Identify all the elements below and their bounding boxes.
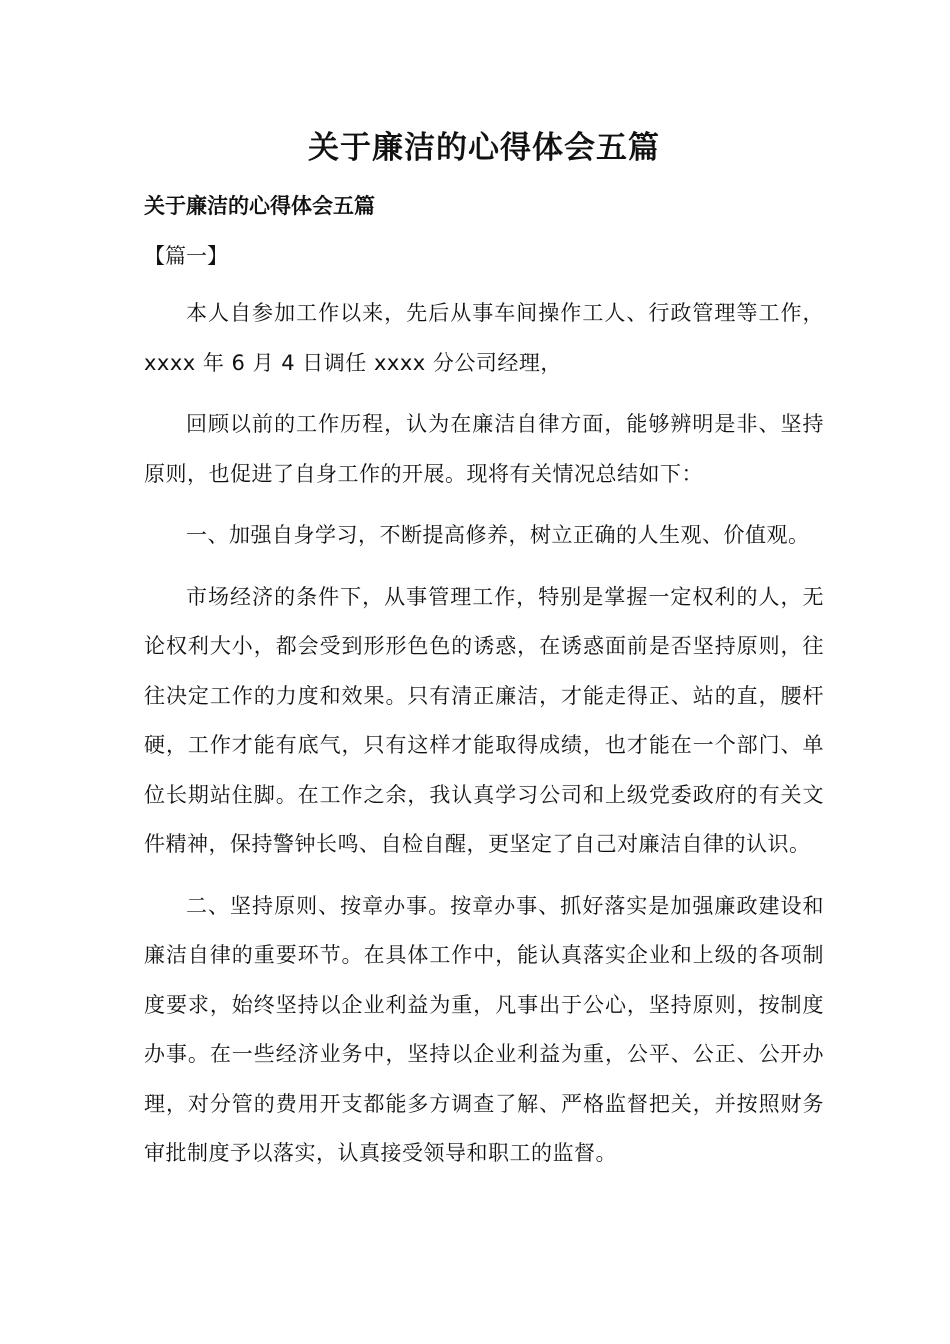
paragraph-intro: 本人自参加工作以来，先后从事车间操作工人、行政管理等工作，xxxx 年 6 月 4 日调任 xxxx 分公司经理， <box>144 301 824 375</box>
paragraph-point-two: 二、坚持原则、按章办事。按章办事、抓好落实是加强廉政建设和廉洁自律的重要环节。在具体工作中，能认真落实企业和上级的各项制度要求，始终坚持以企业利益为重，凡事出于公心，坚持原则，按制度办事。在一些经济业务中，坚持以企业利益为重，公平、公正、公开办理，对分管的费用开支都能多方调查了解、严格监督把关，并按照财务审批制度予以落实，认真接受领导和职工的监督。 <box>144 893 824 1165</box>
section-label: 【篇一】 <box>144 244 228 268</box>
document-page <box>144 118 824 1179</box>
paragraph-point-one: 一、加强自身学习，不断提高修养，树立正确的人生观、价值观。 <box>186 523 810 547</box>
paragraph-review: 回顾以前的工作历程，认为在廉洁自律方面，能够辨明是非、坚持原则，也促进了自身工作的开展。现将有关情况总结如下： <box>144 412 824 486</box>
paragraph-market: 市场经济的条件下，从事管理工作，特别是掌握一定权利的人，无论权利大小，都会受到形形色色的诱惑，在诱惑面前是否坚持原则，往往决定工作的力度和效果。只有清正廉洁，才能走得正、站的直，腰杆硬，工作才能有底气，只有这样才能取得成绩，也才能在一个部门、单位长期站住脚。在工作之余，我认真学习公司和上级党委政府的有关文件精神，保持警钟长鸣、自检自醒，更坚定了自己对廉洁自律的认识。 <box>144 584 824 856</box>
document-title: 关于廉洁的心得体会五篇 <box>308 130 660 166</box>
document-subtitle: 关于廉洁的心得体会五篇 <box>144 194 375 218</box>
